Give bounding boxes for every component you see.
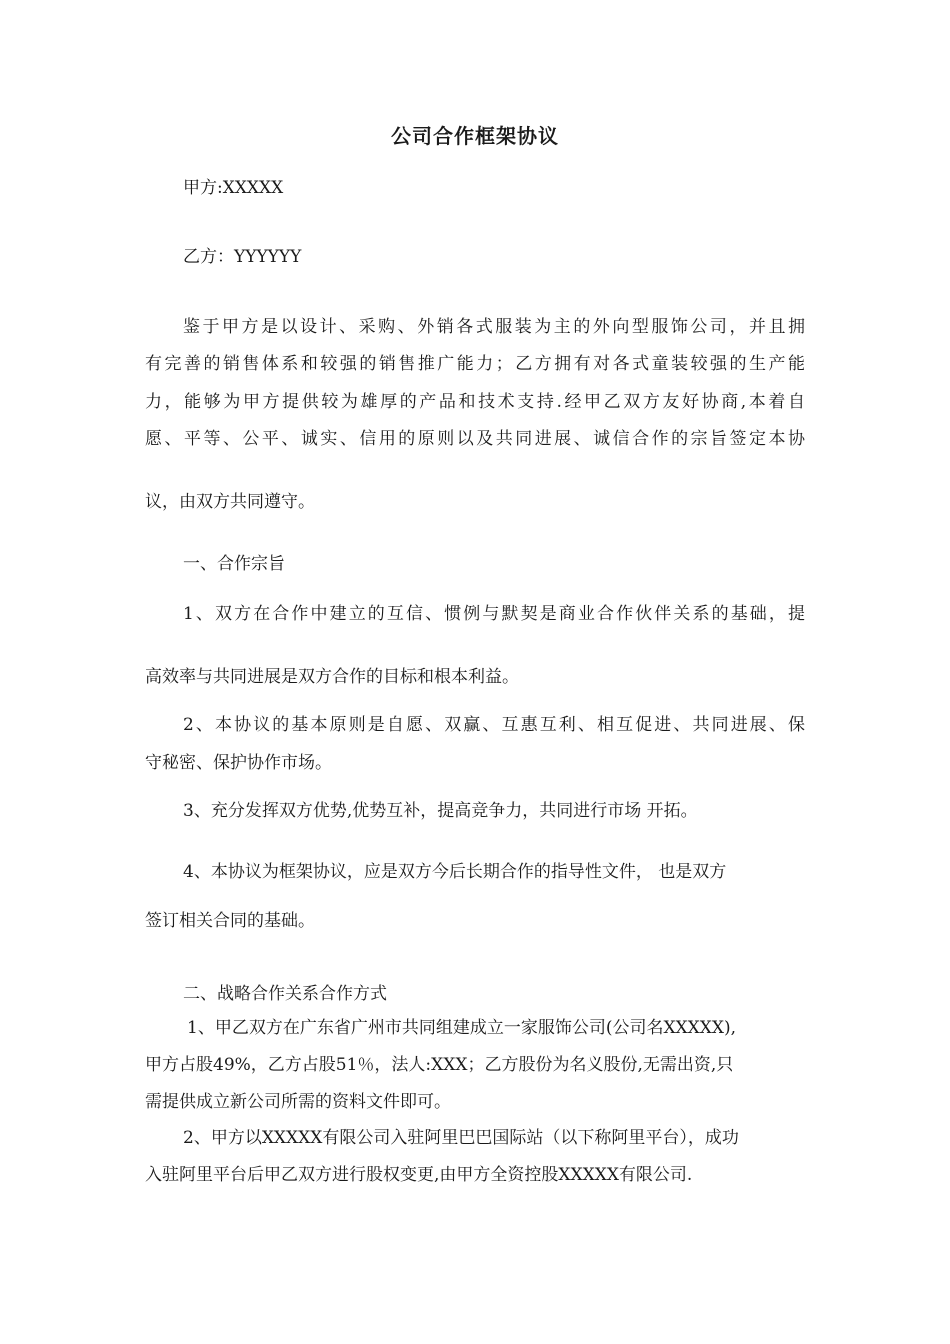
party-b-line: 乙方：YYYYYY bbox=[183, 247, 302, 267]
item-line: 甲方占股49%，乙方占股51％，法人:XXX；乙方股份为名义股份,无需出资,只 bbox=[145, 1055, 734, 1075]
preamble-line: 愿、平等、公平、诚实、信用的原则以及共同进展、诚信合作的宗旨签定本协 bbox=[145, 429, 805, 449]
item-line: 需提供成立新公司所需的资料文件即可。 bbox=[145, 1092, 451, 1112]
item-line: 3、充分发挥双方优势,优势互补，提高竞争力，共同进行市场 开拓。 bbox=[183, 801, 698, 821]
preamble-line: 有完善的销售体系和较强的销售推广能力；乙方拥有对各式童装较强的生产能 bbox=[145, 354, 805, 374]
preamble-line: 议，由双方共同遵守。 bbox=[145, 492, 315, 512]
item-line: 2、本协议的基本原则是自愿、双赢、互惠互利、相互促进、共同进展、保 bbox=[183, 715, 805, 735]
item-line: 守秘密、保护协作市场。 bbox=[145, 753, 332, 773]
item-line: 2、甲方以XXXXX有限公司入驻阿里巴巴国际站（以下称阿里平台），成功 bbox=[183, 1128, 739, 1148]
section-2-heading: 二、战略合作关系合作方式 bbox=[183, 984, 387, 1004]
item-line: 1、双方在合作中建立的互信、惯例与默契是商业合作伙伴关系的基础，提 bbox=[183, 604, 805, 624]
item-line: 高效率与共同进展是双方合作的目标和根本利益。 bbox=[145, 667, 519, 687]
preamble-line: 力，能够为甲方提供较为雄厚的产品和技术支持.经甲乙双方友好协商,本着自 bbox=[145, 392, 805, 412]
item-line: 1、甲乙双方在广东省广州市共同组建成立一家服饰公司(公司名XXXXX), bbox=[187, 1018, 736, 1038]
item-line: 入驻阿里平台后甲乙双方进行股权变更,由甲方全资控股XXXXX有限公司. bbox=[145, 1165, 693, 1185]
section-1-heading: 一、合作宗旨 bbox=[183, 554, 285, 574]
preamble-line: 鉴于甲方是以设计、采购、外销各式服装为主的外向型服饰公司，并且拥 bbox=[183, 317, 805, 337]
item-line: 签订相关合同的基础。 bbox=[145, 911, 315, 931]
party-a-line: 甲方:XXXXX bbox=[183, 178, 284, 198]
item-line: 4、本协议为框架协议，应是双方今后长期合作的指导性文件， 也是双方 bbox=[183, 862, 727, 882]
document-title: 公司合作框架协议 bbox=[391, 124, 559, 148]
